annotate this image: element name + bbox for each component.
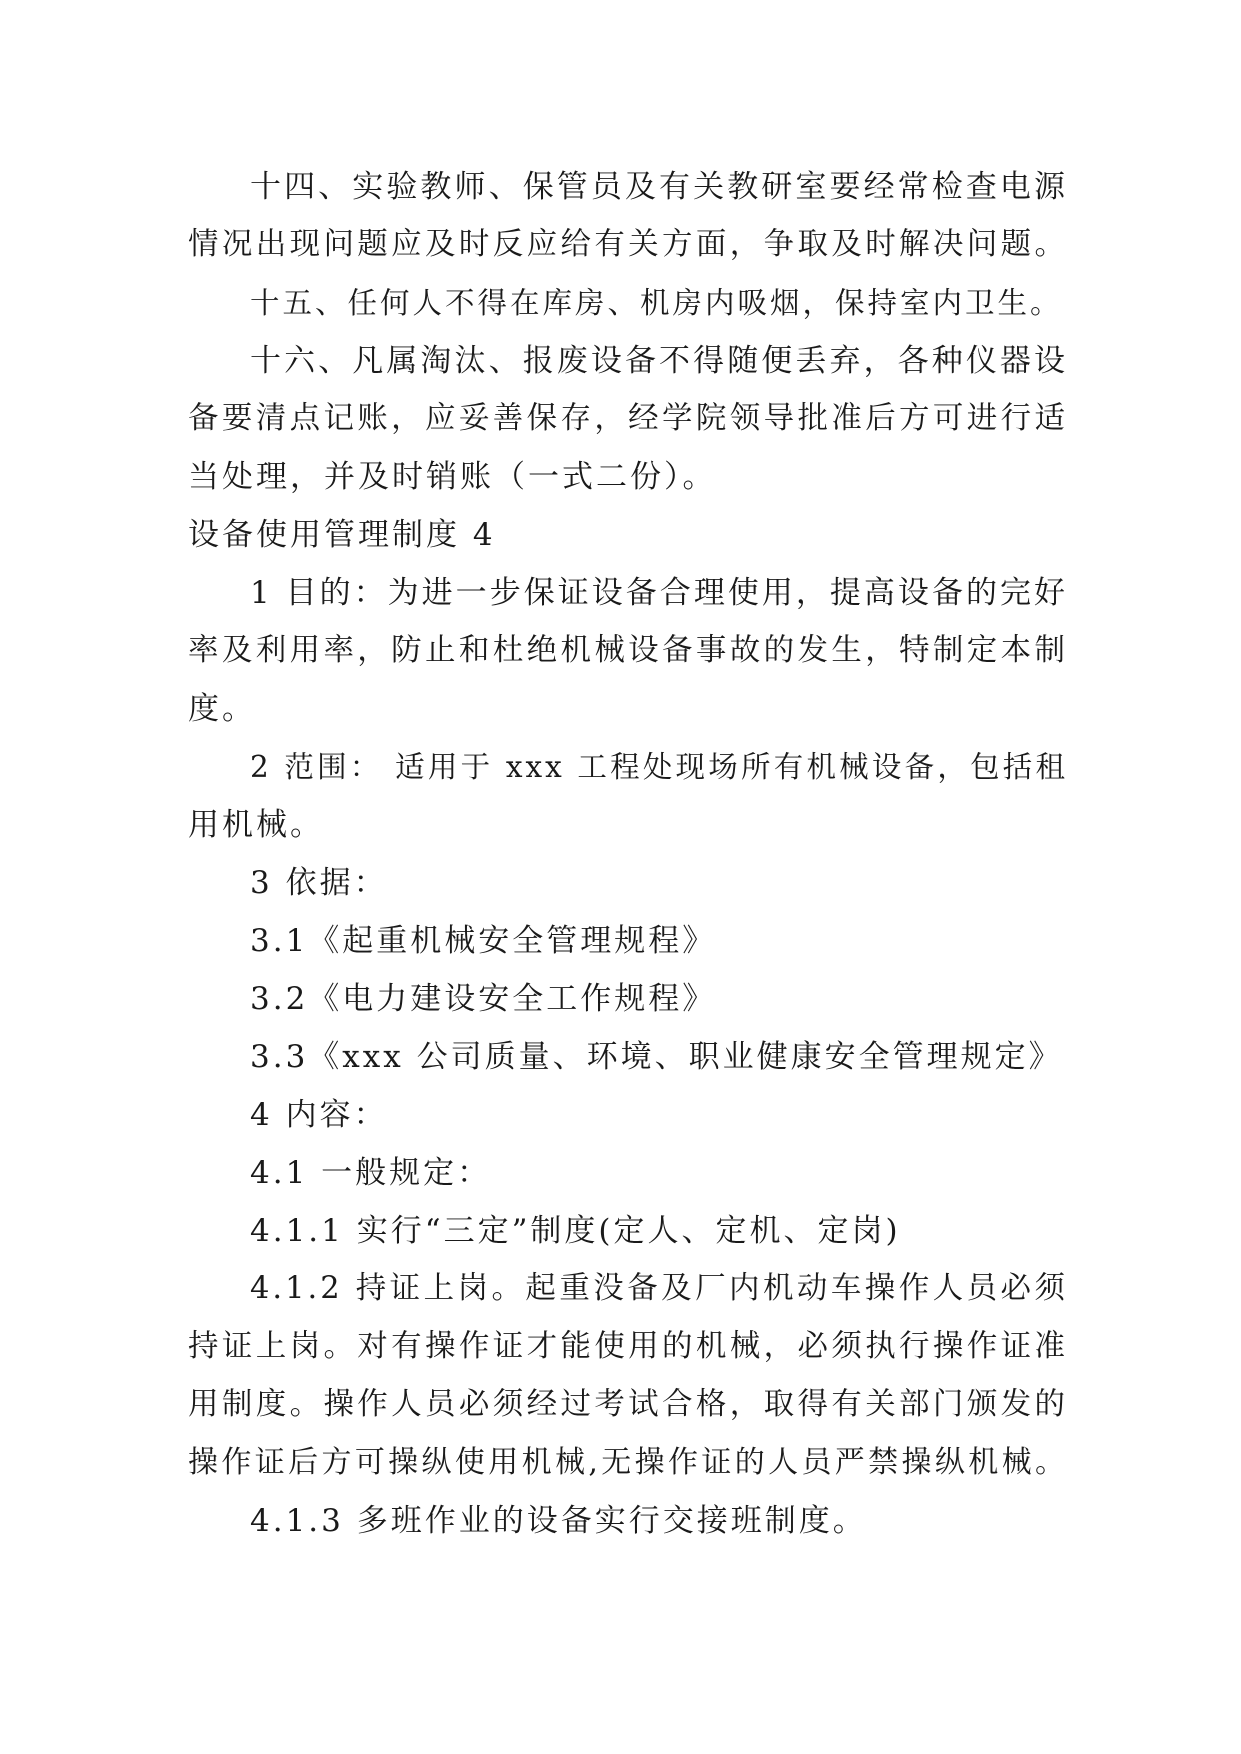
paragraph-line: 备要清点记账，应妥善保存，经学院领导批准后方可进行适 (188, 401, 1068, 436)
paragraph-line: 十四、实验教师、保管员及有关教研室要经常检查电源 (250, 169, 1068, 205)
paragraph-line: 持证上岗。对有操作证才能使用的机械，必须执行操作证准 (188, 1329, 1068, 1364)
section-heading: 设备使用管理制度 4 (188, 517, 496, 553)
paragraph-line: 4.1 一般规定： (250, 1155, 492, 1191)
paragraph-line: 当处理，并及时销账（一式二份）。 (188, 459, 717, 495)
paragraph-line: 4.1.1 实行“三定”制度(定人、定机、定岗) (250, 1213, 901, 1249)
paragraph-line: 情况出现问题应及时反应给有关方面，争取及时解决问题。 (188, 227, 1068, 262)
document-body (188, 158, 1068, 1550)
paragraph-line: 用机械。 (188, 807, 324, 843)
paragraph-line: 4.1.3 多班作业的设备实行交接班制度。 (250, 1503, 867, 1539)
paragraph-line: 3.3《xxx 公司质量、环境、职业健康安全管理规定》 (250, 1039, 1063, 1075)
paragraph-line: 用制度。操作人员必须经过考试合格，取得有关部门颁发的 (188, 1387, 1068, 1422)
paragraph-line: 3.2《电力建设安全工作规程》 (250, 981, 717, 1017)
paragraph-line: 十六、凡属淘汰、报废设备不得随便丢弃，各种仪器设 (250, 343, 1068, 379)
paragraph-line: 3.1《起重机械安全管理规程》 (250, 923, 717, 959)
paragraph-line: 率及利用率，防止和杜绝机械设备事故的发生，特制定本制 (188, 633, 1068, 668)
paragraph-line: 1 目的：为进一步保证设备合理使用，提高设备的完好 (250, 575, 1068, 611)
paragraph-line: 4.1.2 持证上岗。起重没备及厂内机动车操作人员必须 (250, 1271, 1068, 1306)
paragraph-line: 度。 (188, 691, 256, 727)
paragraph-line: 十五、任何人不得在库房、机房内吸烟，保持室内卫生。 (250, 286, 1063, 320)
paragraph-line: 3 依据： (250, 865, 388, 901)
paragraph-line: 4 内容： (250, 1097, 388, 1133)
paragraph-line: 2 范围： 适用于 xxx 工程处现场所有机械设备，包括租 (250, 750, 1068, 784)
paragraph-line: 操作证后方可操纵使用机械,无操作证的人员严禁操纵机械。 (188, 1445, 1068, 1480)
